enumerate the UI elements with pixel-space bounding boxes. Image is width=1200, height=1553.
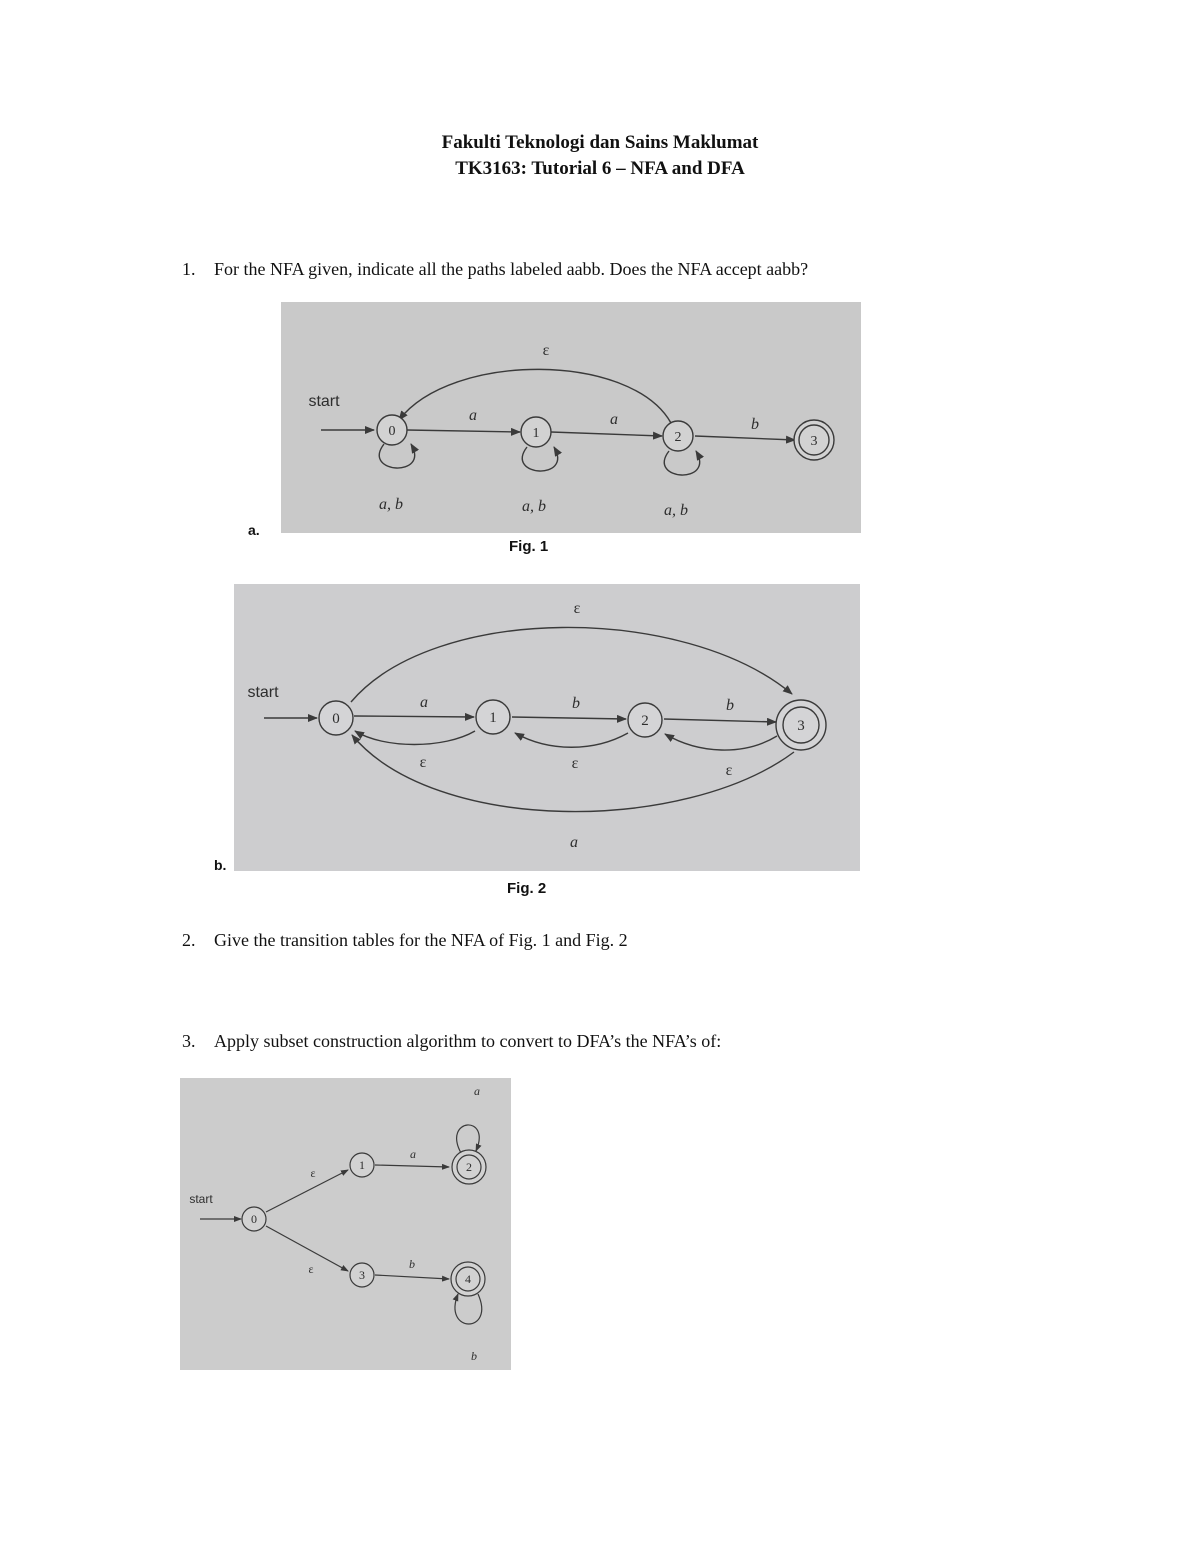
fig2-label-epsilon-2-1: ε	[571, 755, 579, 772]
fig2-state-2-label: 2	[641, 713, 649, 729]
question-1-number: 1.	[182, 259, 196, 279]
fig1-label-loop-1: a, b	[522, 498, 546, 515]
fig1-nfa-diagram	[281, 302, 861, 533]
fig2-label-epsilon-top: ε	[573, 600, 581, 617]
fig1-state-2-label: 2	[674, 430, 682, 445]
fig2-label-epsilon-3-2: ε	[725, 762, 733, 779]
fig2-edge-0-1	[354, 716, 474, 717]
fig3-state-4-label: 4	[465, 1272, 471, 1286]
fig1-label-loop-0: a, b	[379, 496, 403, 513]
fig3-label-epsilon-0-1: ε	[310, 1166, 316, 1180]
question-2-text: Give the transition tables for the NFA of Fig. 1 and Fig. 2	[214, 930, 628, 950]
fig1-state-1-label: 1	[532, 426, 540, 441]
fig2-state-3-label: 3	[797, 718, 805, 734]
fig2-sub-label: b.	[214, 857, 227, 873]
fig1-label-a-1-2: a	[610, 411, 618, 428]
question-2-number: 2.	[182, 930, 196, 950]
fig3-state-1-label: 1	[359, 1158, 365, 1172]
fig2-nfa-diagram	[234, 584, 860, 871]
fig3-state-2-label: 2	[466, 1160, 472, 1174]
fig2-label-epsilon-1-0: ε	[419, 754, 427, 771]
fig3-state-0-label: 0	[251, 1212, 257, 1226]
fig3-photo-background	[180, 1078, 511, 1370]
fig2-label-a-0-1: a	[420, 694, 428, 711]
fig2-caption: Fig. 2	[507, 880, 547, 897]
fig1-label-b-2-3: b	[751, 416, 759, 433]
fig2-start-label: start	[247, 684, 279, 701]
fig2-state-0-label: 0	[332, 711, 340, 727]
fig1-label-a-0-1: a	[469, 407, 477, 424]
question-2	[182, 930, 628, 951]
fig2-label-a-bottom: a	[570, 834, 578, 851]
question-3-number: 3.	[182, 1031, 196, 1051]
fig1-start-label: start	[308, 393, 340, 410]
question-1	[182, 259, 808, 280]
fig1-sub-label: a.	[248, 522, 260, 538]
fig3-start-label: start	[189, 1192, 213, 1206]
fig3-label-epsilon-0-3: ε	[308, 1262, 314, 1276]
fig3-label-b-3-4: b	[409, 1257, 415, 1271]
fig1-caption: Fig. 1	[509, 538, 549, 555]
question-3-text: Apply subset construction algorithm to convert to DFA’s the NFA’s of:	[214, 1031, 722, 1051]
page-title-line-2: TK3163: Tutorial 6 – NFA and DFA	[455, 158, 745, 179]
fig3-label-a-1-2: a	[410, 1147, 416, 1161]
fig1-state-0-label: 0	[388, 424, 396, 439]
fig3-nfa-diagram	[180, 1078, 511, 1370]
fig1-label-epsilon: ε	[542, 342, 550, 359]
fig3-label-loop-4: b	[471, 1349, 477, 1363]
question-3	[182, 1031, 721, 1052]
fig3-state-3-label: 3	[359, 1268, 365, 1282]
fig1-photo-background	[281, 302, 861, 533]
question-1-text: For the NFA given, indicate all the paths labeled aabb. Does the NFA accept aabb?	[214, 259, 809, 279]
fig2-state-1-label: 1	[489, 710, 497, 726]
page-title-line-1: Fakulti Teknologi dan Sains Maklumat	[441, 132, 759, 153]
fig2-label-b-2-3: b	[726, 697, 734, 714]
fig1-state-3-label: 3	[810, 434, 818, 449]
fig2-label-b-1-2: b	[572, 695, 580, 712]
fig3-label-loop-2: a	[474, 1084, 480, 1098]
fig1-label-loop-2: a, b	[664, 502, 688, 519]
